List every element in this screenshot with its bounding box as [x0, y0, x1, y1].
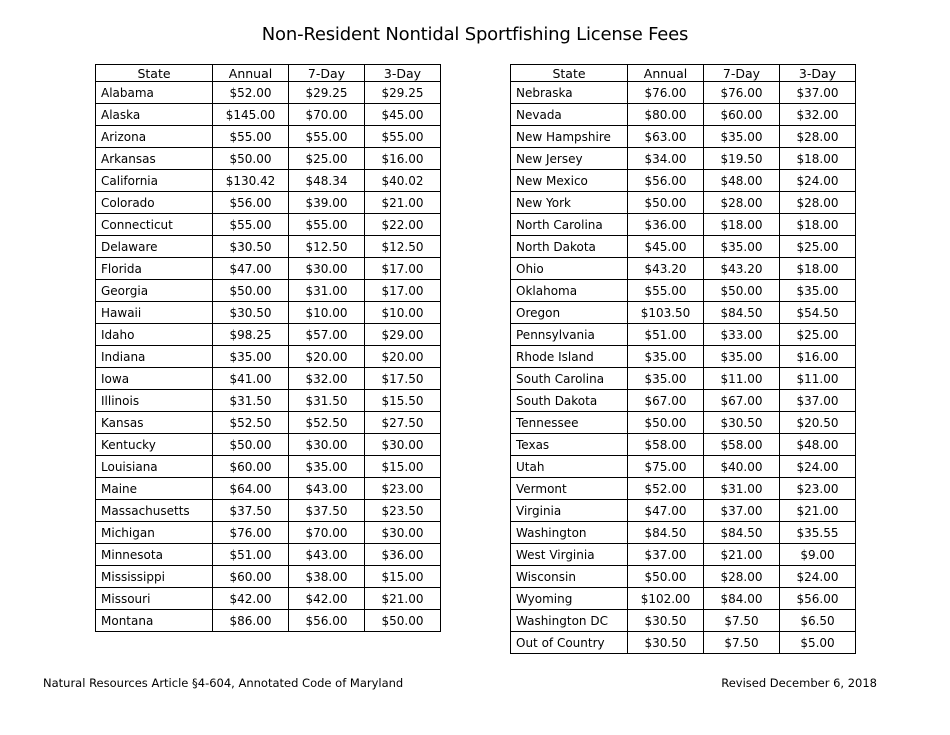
annual-fee-cell: $35.00: [628, 346, 704, 368]
three-day-fee-cell: $29.00: [365, 324, 441, 346]
annual-fee-cell: $55.00: [213, 126, 289, 148]
seven-day-fee-cell: $30.50: [704, 412, 780, 434]
state-cell: New Mexico: [511, 170, 628, 192]
page-title: Non-Resident Nontidal Sportfishing License Fees: [261, 24, 689, 45]
state-cell: New Hampshire: [511, 126, 628, 148]
state-cell: California: [96, 170, 213, 192]
annual-fee-cell: $52.50: [213, 412, 289, 434]
table-row: [511, 544, 856, 566]
seven-day-fee-cell: $40.00: [704, 456, 780, 478]
table-row: [96, 346, 441, 368]
table-row: [96, 302, 441, 324]
seven-day-fee-cell: $42.00: [289, 588, 365, 610]
three-day-fee-cell: $25.00: [780, 236, 856, 258]
annual-fee-cell: $52.00: [628, 478, 704, 500]
state-cell: Montana: [96, 610, 213, 632]
column-header-7-day: 7-Day: [289, 65, 365, 82]
state-cell: Texas: [511, 434, 628, 456]
three-day-fee-cell: $20.00: [365, 346, 441, 368]
three-day-fee-cell: $21.00: [780, 500, 856, 522]
seven-day-fee-cell: $38.00: [289, 566, 365, 588]
table-row: [96, 390, 441, 412]
table-row: [96, 82, 441, 104]
annual-fee-cell: $76.00: [628, 82, 704, 104]
three-day-fee-cell: $12.50: [365, 236, 441, 258]
column-header-state: State: [511, 65, 628, 82]
table-row: [96, 214, 441, 236]
table-row: [511, 412, 856, 434]
seven-day-fee-cell: $32.00: [289, 368, 365, 390]
state-cell: Nebraska: [511, 82, 628, 104]
annual-fee-cell: $30.50: [628, 632, 704, 654]
state-cell: Kentucky: [96, 434, 213, 456]
state-cell: Kansas: [96, 412, 213, 434]
seven-day-fee-cell: $30.00: [289, 434, 365, 456]
three-day-fee-cell: $17.00: [365, 280, 441, 302]
three-day-fee-cell: $24.00: [780, 566, 856, 588]
table-row: [511, 192, 856, 214]
column-header-7-day: 7-Day: [704, 65, 780, 82]
three-day-fee-cell: $25.00: [780, 324, 856, 346]
annual-fee-cell: $103.50: [628, 302, 704, 324]
seven-day-fee-cell: $43.20: [704, 258, 780, 280]
annual-fee-cell: $58.00: [628, 434, 704, 456]
seven-day-fee-cell: $20.00: [289, 346, 365, 368]
seven-day-fee-cell: $12.50: [289, 236, 365, 258]
state-cell: Hawaii: [96, 302, 213, 324]
three-day-fee-cell: $40.02: [365, 170, 441, 192]
state-cell: New York: [511, 192, 628, 214]
seven-day-fee-cell: $55.00: [289, 126, 365, 148]
annual-fee-cell: $36.00: [628, 214, 704, 236]
state-cell: Illinois: [96, 390, 213, 412]
table-row: [96, 456, 441, 478]
annual-fee-cell: $67.00: [628, 390, 704, 412]
table-row: [96, 500, 441, 522]
three-day-fee-cell: $21.00: [365, 588, 441, 610]
state-cell: Wisconsin: [511, 566, 628, 588]
seven-day-fee-cell: $70.00: [289, 104, 365, 126]
table-row: [511, 434, 856, 456]
annual-fee-cell: $30.50: [628, 610, 704, 632]
three-day-fee-cell: $24.00: [780, 170, 856, 192]
annual-fee-cell: $51.00: [628, 324, 704, 346]
table-row: [511, 280, 856, 302]
annual-fee-cell: $41.00: [213, 368, 289, 390]
annual-fee-cell: $50.00: [213, 148, 289, 170]
table-header-row: [96, 65, 441, 82]
seven-day-fee-cell: $70.00: [289, 522, 365, 544]
table-row: [96, 610, 441, 632]
footer-revised-date: Revised December 6, 2018: [721, 676, 877, 690]
seven-day-fee-cell: $48.00: [704, 170, 780, 192]
three-day-fee-cell: $23.00: [365, 478, 441, 500]
three-day-fee-cell: $21.00: [365, 192, 441, 214]
table-row: [511, 566, 856, 588]
state-cell: Tennessee: [511, 412, 628, 434]
seven-day-fee-cell: $60.00: [704, 104, 780, 126]
state-cell: Iowa: [96, 368, 213, 390]
table-row: [96, 192, 441, 214]
table-row: [511, 610, 856, 632]
column-header-3-day: 3-Day: [780, 65, 856, 82]
table-row: [511, 632, 856, 654]
three-day-fee-cell: $16.00: [365, 148, 441, 170]
seven-day-fee-cell: $33.00: [704, 324, 780, 346]
table-row: [96, 434, 441, 456]
fee-table-right: [510, 64, 856, 654]
annual-fee-cell: $56.00: [628, 170, 704, 192]
annual-fee-cell: $130.42: [213, 170, 289, 192]
state-cell: Pennsylvania: [511, 324, 628, 346]
table-row: [511, 104, 856, 126]
three-day-fee-cell: $29.25: [365, 82, 441, 104]
three-day-fee-cell: $37.00: [780, 82, 856, 104]
table-row: [96, 566, 441, 588]
table-row: [511, 346, 856, 368]
table-row: [511, 456, 856, 478]
annual-fee-cell: $76.00: [213, 522, 289, 544]
table-row: [96, 236, 441, 258]
annual-fee-cell: $52.00: [213, 82, 289, 104]
seven-day-fee-cell: $43.00: [289, 544, 365, 566]
annual-fee-cell: $50.00: [628, 192, 704, 214]
table-row: [511, 324, 856, 346]
table-row: [96, 412, 441, 434]
annual-fee-cell: $45.00: [628, 236, 704, 258]
three-day-fee-cell: $15.00: [365, 566, 441, 588]
table-row: [511, 258, 856, 280]
three-day-fee-cell: $9.00: [780, 544, 856, 566]
seven-day-fee-cell: $52.50: [289, 412, 365, 434]
seven-day-fee-cell: $7.50: [704, 610, 780, 632]
three-day-fee-cell: $37.00: [780, 390, 856, 412]
state-cell: Out of Country: [511, 632, 628, 654]
state-cell: Rhode Island: [511, 346, 628, 368]
table-row: [511, 236, 856, 258]
seven-day-fee-cell: $7.50: [704, 632, 780, 654]
annual-fee-cell: $63.00: [628, 126, 704, 148]
state-cell: South Dakota: [511, 390, 628, 412]
seven-day-fee-cell: $30.00: [289, 258, 365, 280]
three-day-fee-cell: $23.00: [780, 478, 856, 500]
table-row: [511, 522, 856, 544]
table-row: [511, 500, 856, 522]
three-day-fee-cell: $22.00: [365, 214, 441, 236]
table-row: [96, 104, 441, 126]
footer-source-citation: Natural Resources Article §4-604, Annotated Code of Maryland: [43, 676, 404, 690]
seven-day-fee-cell: $43.00: [289, 478, 365, 500]
state-cell: Delaware: [96, 236, 213, 258]
annual-fee-cell: $31.50: [213, 390, 289, 412]
annual-fee-cell: $64.00: [213, 478, 289, 500]
three-day-fee-cell: $30.00: [365, 434, 441, 456]
three-day-fee-cell: $10.00: [365, 302, 441, 324]
table-row: [96, 280, 441, 302]
state-cell: Connecticut: [96, 214, 213, 236]
three-day-fee-cell: $15.00: [365, 456, 441, 478]
table-row: [511, 148, 856, 170]
state-cell: Florida: [96, 258, 213, 280]
seven-day-fee-cell: $39.00: [289, 192, 365, 214]
state-cell: Virginia: [511, 500, 628, 522]
seven-day-fee-cell: $35.00: [704, 126, 780, 148]
state-cell: Nevada: [511, 104, 628, 126]
three-day-fee-cell: $27.50: [365, 412, 441, 434]
state-cell: Mississippi: [96, 566, 213, 588]
annual-fee-cell: $37.50: [213, 500, 289, 522]
annual-fee-cell: $42.00: [213, 588, 289, 610]
state-cell: Washington: [511, 522, 628, 544]
seven-day-fee-cell: $56.00: [289, 610, 365, 632]
table-row: [511, 368, 856, 390]
annual-fee-cell: $37.00: [628, 544, 704, 566]
seven-day-fee-cell: $18.00: [704, 214, 780, 236]
annual-fee-cell: $35.00: [628, 368, 704, 390]
column-header-3-day: 3-Day: [365, 65, 441, 82]
seven-day-fee-cell: $37.50: [289, 500, 365, 522]
seven-day-fee-cell: $37.00: [704, 500, 780, 522]
seven-day-fee-cell: $35.00: [289, 456, 365, 478]
state-cell: Massachusetts: [96, 500, 213, 522]
table-row: [96, 522, 441, 544]
state-cell: North Carolina: [511, 214, 628, 236]
annual-fee-cell: $47.00: [628, 500, 704, 522]
state-cell: Alabama: [96, 82, 213, 104]
annual-fee-cell: $98.25: [213, 324, 289, 346]
annual-fee-cell: $43.20: [628, 258, 704, 280]
three-day-fee-cell: $18.00: [780, 214, 856, 236]
annual-fee-cell: $51.00: [213, 544, 289, 566]
seven-day-fee-cell: $76.00: [704, 82, 780, 104]
seven-day-fee-cell: $31.50: [289, 390, 365, 412]
annual-fee-cell: $60.00: [213, 566, 289, 588]
annual-fee-cell: $50.00: [628, 412, 704, 434]
three-day-fee-cell: $18.00: [780, 258, 856, 280]
table-row: [511, 214, 856, 236]
state-cell: Vermont: [511, 478, 628, 500]
state-cell: Georgia: [96, 280, 213, 302]
table-row: [96, 368, 441, 390]
three-day-fee-cell: $56.00: [780, 588, 856, 610]
seven-day-fee-cell: $25.00: [289, 148, 365, 170]
state-cell: New Jersey: [511, 148, 628, 170]
three-day-fee-cell: $23.50: [365, 500, 441, 522]
three-day-fee-cell: $48.00: [780, 434, 856, 456]
three-day-fee-cell: $16.00: [780, 346, 856, 368]
three-day-fee-cell: $17.50: [365, 368, 441, 390]
seven-day-fee-cell: $58.00: [704, 434, 780, 456]
fee-table-left: [95, 64, 441, 632]
annual-fee-cell: $47.00: [213, 258, 289, 280]
annual-fee-cell: $35.00: [213, 346, 289, 368]
seven-day-fee-cell: $84.50: [704, 522, 780, 544]
three-day-fee-cell: $28.00: [780, 126, 856, 148]
seven-day-fee-cell: $31.00: [289, 280, 365, 302]
three-day-fee-cell: $32.00: [780, 104, 856, 126]
annual-fee-cell: $55.00: [213, 214, 289, 236]
annual-fee-cell: $30.50: [213, 236, 289, 258]
three-day-fee-cell: $36.00: [365, 544, 441, 566]
table-row: [96, 170, 441, 192]
three-day-fee-cell: $30.00: [365, 522, 441, 544]
column-header-annual: Annual: [213, 65, 289, 82]
seven-day-fee-cell: $31.00: [704, 478, 780, 500]
annual-fee-cell: $30.50: [213, 302, 289, 324]
table-row: [511, 588, 856, 610]
state-cell: Oklahoma: [511, 280, 628, 302]
state-cell: Ohio: [511, 258, 628, 280]
three-day-fee-cell: $28.00: [780, 192, 856, 214]
seven-day-fee-cell: $21.00: [704, 544, 780, 566]
seven-day-fee-cell: $28.00: [704, 566, 780, 588]
state-cell: Alaska: [96, 104, 213, 126]
three-day-fee-cell: $35.55: [780, 522, 856, 544]
column-header-annual: Annual: [628, 65, 704, 82]
annual-fee-cell: $84.50: [628, 522, 704, 544]
state-cell: Indiana: [96, 346, 213, 368]
state-cell: Wyoming: [511, 588, 628, 610]
three-day-fee-cell: $50.00: [365, 610, 441, 632]
column-header-state: State: [96, 65, 213, 82]
three-day-fee-cell: $35.00: [780, 280, 856, 302]
three-day-fee-cell: $55.00: [365, 126, 441, 148]
state-cell: Colorado: [96, 192, 213, 214]
state-cell: Missouri: [96, 588, 213, 610]
annual-fee-cell: $50.00: [213, 434, 289, 456]
seven-day-fee-cell: $19.50: [704, 148, 780, 170]
table-row: [511, 302, 856, 324]
table-header-row: [511, 65, 856, 82]
annual-fee-cell: $102.00: [628, 588, 704, 610]
table-row: [511, 126, 856, 148]
table-row: [96, 148, 441, 170]
annual-fee-cell: $60.00: [213, 456, 289, 478]
state-cell: Louisiana: [96, 456, 213, 478]
state-cell: Utah: [511, 456, 628, 478]
state-cell: Arizona: [96, 126, 213, 148]
table-row: [511, 82, 856, 104]
three-day-fee-cell: $18.00: [780, 148, 856, 170]
seven-day-fee-cell: $35.00: [704, 346, 780, 368]
seven-day-fee-cell: $28.00: [704, 192, 780, 214]
annual-fee-cell: $50.00: [628, 566, 704, 588]
three-day-fee-cell: $20.50: [780, 412, 856, 434]
state-cell: Michigan: [96, 522, 213, 544]
seven-day-fee-cell: $29.25: [289, 82, 365, 104]
state-cell: Washington DC: [511, 610, 628, 632]
annual-fee-cell: $34.00: [628, 148, 704, 170]
three-day-fee-cell: $5.00: [780, 632, 856, 654]
seven-day-fee-cell: $10.00: [289, 302, 365, 324]
three-day-fee-cell: $54.50: [780, 302, 856, 324]
annual-fee-cell: $75.00: [628, 456, 704, 478]
state-cell: Maine: [96, 478, 213, 500]
table-row: [511, 478, 856, 500]
state-cell: South Carolina: [511, 368, 628, 390]
table-row: [96, 324, 441, 346]
annual-fee-cell: $55.00: [628, 280, 704, 302]
state-cell: North Dakota: [511, 236, 628, 258]
state-cell: Minnesota: [96, 544, 213, 566]
annual-fee-cell: $56.00: [213, 192, 289, 214]
table-row: [96, 258, 441, 280]
state-cell: Idaho: [96, 324, 213, 346]
seven-day-fee-cell: $57.00: [289, 324, 365, 346]
seven-day-fee-cell: $11.00: [704, 368, 780, 390]
seven-day-fee-cell: $84.50: [704, 302, 780, 324]
three-day-fee-cell: $45.00: [365, 104, 441, 126]
seven-day-fee-cell: $35.00: [704, 236, 780, 258]
three-day-fee-cell: $24.00: [780, 456, 856, 478]
table-row: [96, 126, 441, 148]
seven-day-fee-cell: $67.00: [704, 390, 780, 412]
seven-day-fee-cell: $55.00: [289, 214, 365, 236]
table-row: [96, 588, 441, 610]
state-cell: West Virginia: [511, 544, 628, 566]
seven-day-fee-cell: $48.34: [289, 170, 365, 192]
table-row: [96, 544, 441, 566]
three-day-fee-cell: $15.50: [365, 390, 441, 412]
seven-day-fee-cell: $84.00: [704, 588, 780, 610]
annual-fee-cell: $145.00: [213, 104, 289, 126]
three-day-fee-cell: $11.00: [780, 368, 856, 390]
three-day-fee-cell: $17.00: [365, 258, 441, 280]
annual-fee-cell: $50.00: [213, 280, 289, 302]
annual-fee-cell: $80.00: [628, 104, 704, 126]
table-row: [511, 390, 856, 412]
table-row: [96, 478, 441, 500]
seven-day-fee-cell: $50.00: [704, 280, 780, 302]
state-cell: Oregon: [511, 302, 628, 324]
table-row: [511, 170, 856, 192]
state-cell: Arkansas: [96, 148, 213, 170]
annual-fee-cell: $86.00: [213, 610, 289, 632]
three-day-fee-cell: $6.50: [780, 610, 856, 632]
